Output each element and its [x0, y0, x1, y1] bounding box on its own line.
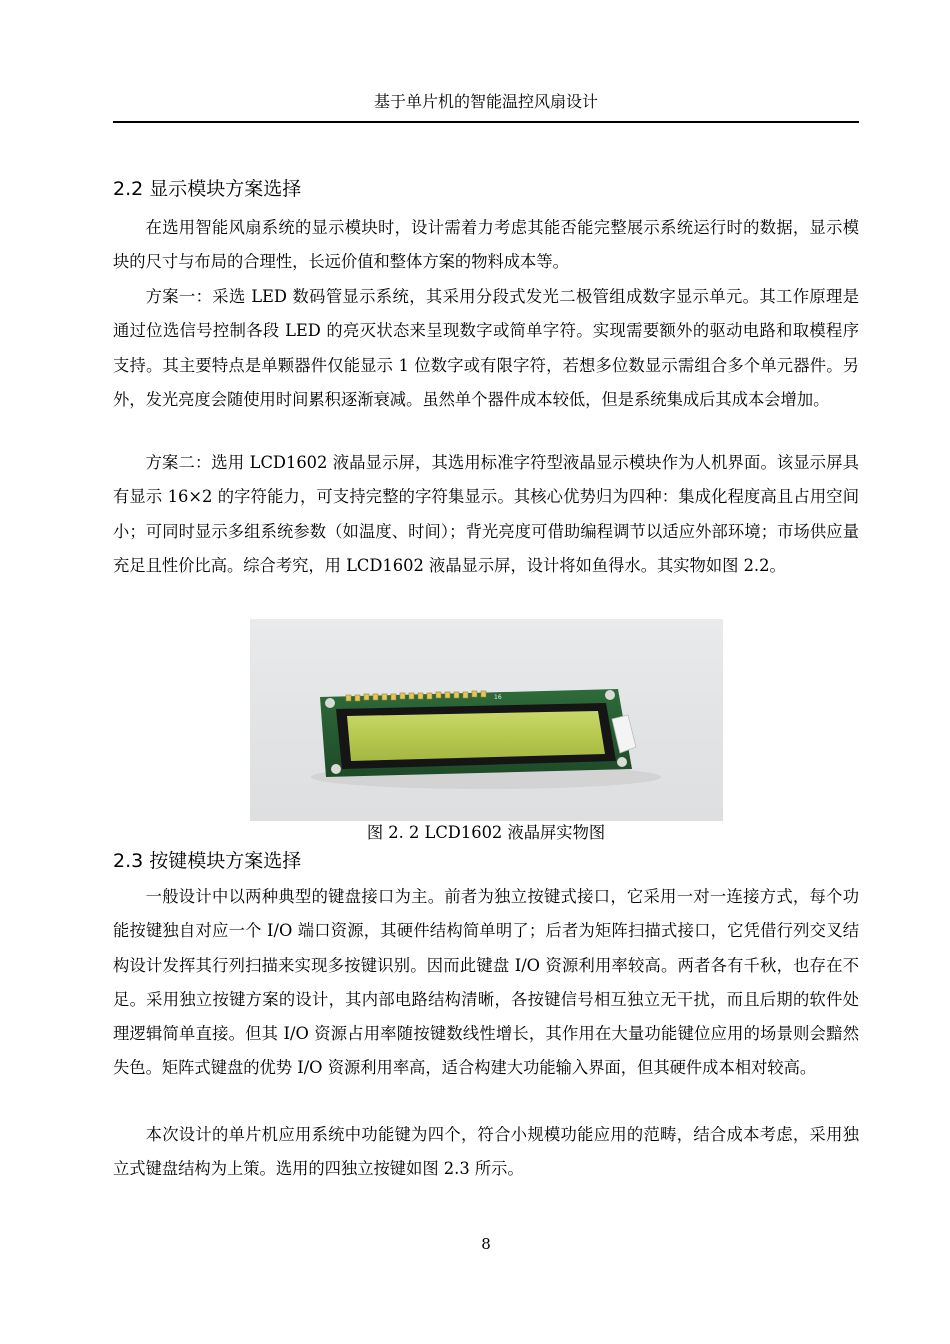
header-divider — [113, 121, 859, 123]
paragraph: 方案二：选用 LCD1602 液晶显示屏，其选用标准字符型液晶显示模块作为人机界面。该显示屏具有显示 16×2 的字符能力，可支持完整的字符集显示。其核心优势归为四种：集成化程度高且占用空间小；可同时显示多组系统参数（如温度、时间）；背光亮度可借助编程调节以适应外部环境；市场供应量充足且性价比高。综合考究，用 LCD1602 液晶显示屏，设计将如鱼得水。其实物如图 2.2。 — [113, 453, 859, 575]
section-heading-2-3: 2.3 按键模块方案选择 — [113, 850, 302, 872]
page-header: 基于单片机的智能温控风扇设计 — [373, 92, 598, 111]
paragraph: 方案一：采选 LED 数码管显示系统，其采用分段式发光二极管组成数字显示单元。其工作原理是通过位选信号控制各段 LED 的亮灭状态来呈现数字或简单字符。实现需要额外的驱动电路和取模程序支持。其主要特点是单颗器件仅能显示 1 位数字或有限字符，若想多位数显示需组合多个单元器件。另外，发光亮度会随使用时间累积逐渐衰减。虽然单个器件成本较低，但是系统集成后其成本会增加。 — [113, 287, 859, 409]
lcd1602-photo — [250, 619, 723, 821]
figure-caption: 图 2. 2 LCD1602 液晶屏实物图 — [366, 823, 606, 842]
section-heading-2-2: 2.2 显示模块方案选择 — [113, 178, 302, 200]
lcd-screen — [347, 711, 605, 761]
page-number: 8 — [481, 1235, 491, 1253]
paragraph: 在选用智能风扇系统的显示模块时，设计需着力考虑其能否能完整展示系统运行时的数据，显示模块的尺寸与布局的合理性，长远价值和整体方案的物料成本等。 — [113, 218, 859, 272]
lcd-module-illustration — [250, 619, 723, 821]
paragraph: 一般设计中以两种典型的键盘接口为主。前者为独立按键式接口，它采用一对一连接方式，每个功能按键独自对应一个 I/O 端口资源，其硬件结构简单明了；后者为矩阵扫描式接口，它凭借行列交叉结构设计发挥其行列扫描来实现多按键识别。因而此键盘 I/O 资源利用率较高。两者各有千秋，也存在不足。采用独立按键方案的设计，其内部电路结构清晰，各按键信号相互独立无干扰，而且后期的软件处理逻辑简单直接。但其 I/O 资源占用率随按键数线性增长，其作用在大量功能键位应用的场景则会黯然失色。矩阵式键盘的优势 I/O 资源利用率高，适合构建大功能输入界面，但其硬件成本相对较高。 — [113, 887, 859, 1078]
pcb-label: 16 — [494, 694, 502, 701]
paragraph: 本次设计的单片机应用系统中功能键为四个，符合小规模功能应用的范畴，结合成本考虑，采用独立式键盘结构为上策。选用的四独立按键如图 2.3 所示。 — [113, 1125, 859, 1179]
